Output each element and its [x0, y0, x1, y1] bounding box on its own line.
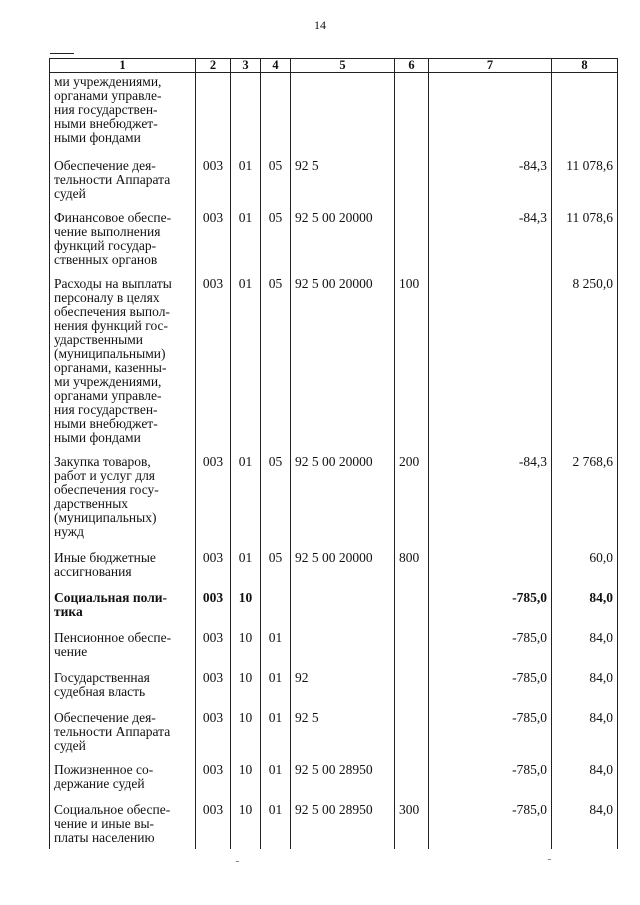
cell-c7: -785,0 — [429, 581, 552, 621]
cell-c8: 84,0 — [552, 793, 618, 849]
cell-c7: -785,0 — [429, 793, 552, 849]
cell-c7: -785,0 — [429, 701, 552, 753]
cell-c4: 01 — [261, 793, 291, 849]
cell-c8 — [552, 73, 618, 149]
top-rule — [50, 53, 74, 54]
cell-c6: 200 — [395, 445, 429, 541]
cell-c8: 84,0 — [552, 621, 618, 661]
cell-c2: 003 — [196, 753, 231, 793]
cell-c6: 300 — [395, 793, 429, 849]
cell-c5: 92 5 00 20000 — [291, 445, 395, 541]
table-row — [50, 201, 618, 267]
cell-c2: 003 — [196, 149, 231, 201]
cell-c7 — [429, 73, 552, 149]
cell-c2: 003 — [196, 201, 231, 267]
row-name: Иные бюджетные ассигнования — [54, 549, 156, 579]
row-name-cell — [50, 541, 196, 581]
cell-c4: 05 — [261, 541, 291, 581]
cell-c3: 01 — [231, 149, 261, 201]
cell-c3: 01 — [231, 201, 261, 267]
cell-c8: 84,0 — [552, 701, 618, 753]
table-row — [50, 445, 618, 541]
table-row — [50, 793, 618, 849]
cell-c7: -84,3 — [429, 445, 552, 541]
cell-c8: 60,0 — [552, 541, 618, 581]
cell-c3: 10 — [231, 621, 261, 661]
row-name: Обеспечение дея- тельности Аппарата судей — [54, 709, 171, 753]
table-row — [50, 73, 618, 149]
cell-c2: 003 — [196, 267, 231, 445]
cell-c4: 01 — [261, 701, 291, 753]
cell-c2: 003 — [196, 793, 231, 849]
row-name: Закупка товаров, работ и услуг для обеспечения госу- дарственных (муниципальных) нужд — [54, 453, 159, 539]
budget-table — [49, 58, 618, 849]
cell-c2: 003 — [196, 661, 231, 701]
page-number: 14 — [314, 18, 326, 32]
row-name-cell — [50, 201, 196, 267]
column-header-4: 4 — [261, 59, 291, 73]
cell-c8: 11 078,6 — [552, 201, 618, 267]
cell-c4: 05 — [261, 267, 291, 445]
column-header-6: 6 — [395, 59, 429, 73]
cell-c3: 01 — [231, 267, 261, 445]
cell-c6 — [395, 753, 429, 793]
cell-c8: 11 078,6 — [552, 149, 618, 201]
column-header-3: 3 — [231, 59, 261, 73]
row-name: Финансовое обеспе- чение выполнения функций государ- ственных органов — [54, 209, 172, 267]
cell-c7 — [429, 267, 552, 445]
cell-c5: 92 — [291, 661, 395, 701]
cell-c4: 01 — [261, 753, 291, 793]
scan-speck — [548, 859, 551, 860]
cell-c7: -84,3 — [429, 201, 552, 267]
row-name-cell — [50, 149, 196, 201]
cell-c8: 84,0 — [552, 661, 618, 701]
cell-c7: -785,0 — [429, 661, 552, 701]
cell-c3: 10 — [231, 661, 261, 701]
cell-c3: 01 — [231, 445, 261, 541]
cell-c2: 003 — [196, 445, 231, 541]
cell-c7: -84,3 — [429, 149, 552, 201]
cell-c5: 92 5 00 28950 — [291, 793, 395, 849]
cell-c2: 003 — [196, 621, 231, 661]
cell-c7: -785,0 — [429, 621, 552, 661]
row-name: Обеспечение дея- тельности Аппарата судей — [54, 157, 171, 201]
row-name: Социальное обеспе- чение и иные вы- платы населению — [54, 801, 171, 845]
cell-c3: 10 — [231, 701, 261, 753]
cell-c5: 92 5 00 20000 — [291, 541, 395, 581]
table-header — [50, 59, 618, 73]
row-name: Социальная поли- тика — [54, 589, 168, 619]
cell-c4: 01 — [261, 621, 291, 661]
cell-c6 — [395, 149, 429, 201]
cell-c4 — [261, 581, 291, 621]
header-row — [50, 59, 618, 73]
cell-c8: 8 250,0 — [552, 267, 618, 445]
table-row — [50, 149, 618, 201]
table-row — [50, 541, 618, 581]
row-name-cell — [50, 445, 196, 541]
cell-c5 — [291, 581, 395, 621]
cell-c6 — [395, 201, 429, 267]
cell-c5: 92 5 — [291, 149, 395, 201]
table-row — [50, 581, 618, 621]
cell-c3: 01 — [231, 541, 261, 581]
row-name: Государственная судебная власть — [54, 669, 150, 699]
row-name-cell — [50, 661, 196, 701]
row-name: ми учреждениями, органами управле- ния государствен- ными внебюджет- ными фондами — [54, 74, 162, 145]
row-name: Пожизненное со- держание судей — [54, 761, 154, 791]
cell-c7: -785,0 — [429, 753, 552, 793]
column-header-7: 7 — [429, 59, 552, 73]
cell-c6: 100 — [395, 267, 429, 445]
cell-c5: 92 5 — [291, 701, 395, 753]
column-header-5: 5 — [291, 59, 395, 73]
cell-c2: 003 — [196, 701, 231, 753]
cell-c5 — [291, 621, 395, 661]
cell-c3 — [231, 73, 261, 149]
cell-c6 — [395, 621, 429, 661]
row-name-cell — [50, 621, 196, 661]
table-row — [50, 267, 618, 445]
row-name-cell — [50, 701, 196, 753]
cell-c4: 01 — [261, 661, 291, 701]
cell-c5: 92 5 00 20000 — [291, 267, 395, 445]
cell-c6 — [395, 701, 429, 753]
cell-c5 — [291, 73, 395, 149]
cell-c4: 05 — [261, 201, 291, 267]
cell-c6: 800 — [395, 541, 429, 581]
table-body — [50, 73, 618, 849]
row-name: Расходы на выплаты персоналу в целях обеспечения выпол- нения функций гос- ударственными (муниципальными) органами, казенны- ми учреждениями, органами управле- ния государствен- ными внебюджет- ными фондами — [54, 275, 172, 445]
row-name-cell — [50, 753, 196, 793]
table-row — [50, 661, 618, 701]
column-header-2: 2 — [196, 59, 231, 73]
cell-c4: 05 — [261, 445, 291, 541]
row-name-cell — [50, 73, 196, 149]
cell-c8: 84,0 — [552, 753, 618, 793]
column-header-8: 8 — [552, 59, 618, 73]
row-name-cell — [50, 267, 196, 445]
cell-c3: 10 — [231, 581, 261, 621]
cell-c3: 10 — [231, 753, 261, 793]
cell-c2 — [196, 73, 231, 149]
cell-c6 — [395, 661, 429, 701]
cell-c6 — [395, 581, 429, 621]
cell-c5: 92 5 00 28950 — [291, 753, 395, 793]
scan-speck — [236, 861, 239, 862]
cell-c2: 003 — [196, 541, 231, 581]
cell-c6 — [395, 73, 429, 149]
row-name-cell — [50, 581, 196, 621]
cell-c4: 05 — [261, 149, 291, 201]
table-row — [50, 621, 618, 661]
table-row — [50, 701, 618, 753]
table-row — [50, 753, 618, 793]
row-name-cell — [50, 793, 196, 849]
cell-c7 — [429, 541, 552, 581]
column-header-1: 1 — [50, 59, 196, 73]
cell-c3: 10 — [231, 793, 261, 849]
cell-c8: 2 768,6 — [552, 445, 618, 541]
cell-c4 — [261, 73, 291, 149]
cell-c2: 003 — [196, 581, 231, 621]
cell-c8: 84,0 — [552, 581, 618, 621]
cell-c5: 92 5 00 20000 — [291, 201, 395, 267]
row-name: Пенсионное обеспе- чение — [54, 629, 172, 659]
